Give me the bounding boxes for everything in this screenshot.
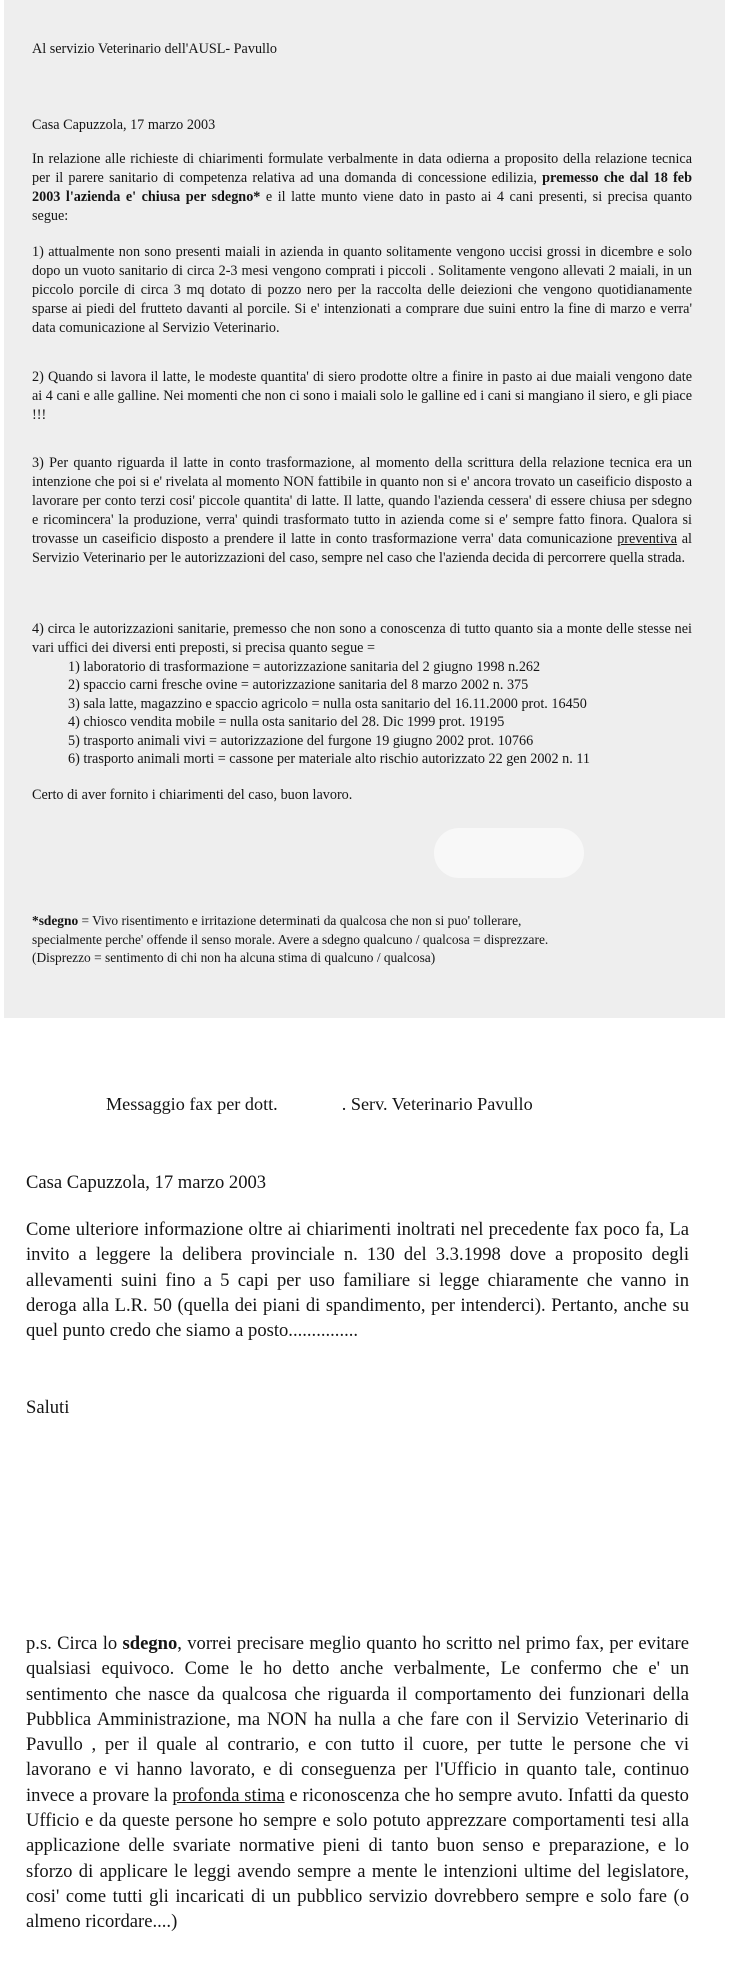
fax-title-start: Messaggio fax per dott.	[106, 1094, 278, 1114]
footnote-line-1	[32, 912, 712, 931]
closing-line: Certo di aver fornito i chiarimenti del caso, buon lavoro.	[32, 787, 353, 803]
fax-title-end: . Serv. Veterinario Pavullo	[341, 1094, 533, 1114]
postscript-text-start: p.s. Circa lo	[26, 1633, 123, 1654]
footnote-line-2: specialmente perche' offende il senso morale. Avere a sdegno qualcuno / qualcosa = disprezzare.	[32, 931, 549, 947]
intro-paragraph	[32, 150, 692, 226]
fax-greeting: Saluti	[26, 1397, 70, 1418]
list-item: 3) sala latte, magazzino e spaccio agricolo = nulla osta sanitario del 16.11.2000 prot. 16450	[68, 695, 587, 712]
redacted-signature-area	[434, 828, 584, 878]
postscript-underlined-phrase: profonda stima	[172, 1784, 285, 1806]
point-1-paragraph: 1) attualmente non sono presenti maiali in azienda in quanto solitamente vengono uccisi grossi in dicembre e solo dopo un vuoto sanitario di circa 2-3 mesi vengono comprati i piccoli . Solitamente vengono allevati 2 maiali, in un piccolo porcile di circa 3 mq dotato di pozzo nero per la raccolta delle deiezioni che vengono quotidianamente sparse ai piedi del frutteto davanti al porcile. Si e' intenzionati a comprare due suini entro la fine di marzo e verra' data comunicazione al Servizio Veterinario.	[32, 244, 692, 336]
point-3-text-end: al Servizio Veterinario per le autorizzazioni del caso, sempre nel caso che l'azienda decida di percorrere quella strada.	[32, 531, 693, 566]
point-3-text-start: 3) Per quanto riguarda il latte in conto trasformazione, al momento della scrittura della relazione tecnica era un intenzione che poi si e' rivelata al momento NON fattibile in quanto non si e' ancora trovato un caseificio disposto a lavorare per conto terzi cosi' piccole quantita' di latte. Il latte, quando l'azienda cessera' di essere chiusa per sdegno e ricomincera' la produzione, verra' quindi trasformato tutto in azienda come si e' sempre fatto finora. Qualora si trovasse un caseificio disposto a prendere il latte in conto trasformazione verra' data comunicazione	[32, 455, 692, 547]
footnote-term: *sdegno	[32, 913, 79, 928]
intro-text-start: In relazione alle richieste di chiarimenti formulate verbalmente in data odierna a proposito della relazione tecnica per il parere sanitario di competenza relativa ad una domanda di concessione edilizia,	[32, 151, 692, 186]
intro-text-end: e il latte munto viene dato in pasto ai 4 cani presenti, si precisa quanto segue:	[32, 189, 692, 224]
list-item: 5) trasporto animali vivi = autorizzazione del furgone 19 giugno 2002 prot. 10766	[68, 732, 534, 749]
point-2-paragraph: 2) Quando si lavora il latte, le modeste quantita' di siero prodotte oltre a finire in pasto ai due maiali vengono date ai 4 cani e alle galline. Nei momenti che non ci sono i maiali solo le galline ed i cani si mangiano il siero, e gli piace !!!	[32, 369, 692, 423]
recipient-line: Al servizio Veterinario dell'AUSL- Pavullo	[32, 41, 278, 57]
postscript-bold-word: sdegno	[122, 1633, 178, 1654]
list-item: 2) spaccio carni fresche ovine = autorizzazione sanitaria del 8 marzo 2002 n. 375	[68, 677, 529, 694]
footnote-definition: = Vivo risentimento e irritazione determinati da qualcosa che non si puo' tollerare,	[78, 913, 522, 928]
point-3-paragraph	[32, 454, 692, 568]
postscript-paragraph	[26, 1631, 689, 1935]
footnote	[32, 912, 712, 968]
letter-date: Casa Capuzzola, 17 marzo 2003	[32, 117, 216, 133]
list-item: 4) chiosco vendita mobile = nulla osta sanitario del 28. Dic 1999 prot. 19195	[68, 714, 505, 731]
point-4-paragraph: 4) circa le autorizzazioni sanitarie, premesso che non sono a conoscenza di tutto quanto sia a monte delle stesse nei vari uffici dei diversi enti preposti, si precisa quanto segue =	[32, 621, 692, 656]
letter-page-2	[0, 1052, 730, 1964]
fax-date: Casa Capuzzola, 17 marzo 2003	[26, 1172, 267, 1193]
letter-page-1	[4, 0, 725, 1018]
authorizations-list	[68, 658, 688, 768]
list-item: 6) trasporto animali morti = cassone per materiale alto rischio autorizzato 22 gen 2002 n. 11	[68, 751, 591, 768]
footnote-line-3: (Disprezzo = sentimento di chi non ha alcuna stima di qualcuno / qualcosa)	[32, 950, 436, 965]
postscript-text-middle: , vorrei precisare meglio quanto ho scritto nel primo fax, per evitare qualsiasi equivoco. Come le ho detto anche verbalmente, Le confermo che e' un sentimento che nasce da qualcosa che riguarda il comportamento dei funzionari della Pubblica Amministrazione, ma NON ha nulla a che fare con il Servizio Veterinario di Pavullo , per il quale al contrario, e con tutto il cuore, per tutte le persone che vi lavorano e vi hanno lavorato, e di conseguenza per l'Ufficio in quanto tale, continuo invece a provare la	[26, 1633, 689, 1806]
point-3-underlined-word: preventiva	[617, 531, 678, 547]
postscript-text-end: e riconoscenza che ho sempre avuto. Infatti da questo Ufficio e da queste persone ho sempre e solo potuto apprezzare comportamenti tesi alla applicazione delle svariate normative pieni di tanto buon senso e preparazione, e lo sforzo di applicare le leggi avendo sempre a mente le intenzioni ultime del legislatore, cosi' come tutti gli incaricati di un pubblico servizio dovrebbero sempre e solo fare (o almeno ricordare....)	[26, 1784, 689, 1933]
fax-body-paragraph: Come ulteriore informazione oltre ai chiarimenti inoltrati nel precedente fax poco fa, La invito a leggere la delibera provinciale n. 130 del 3.3.1998 dove a proposito degli allevamenti suini fino a 5 capi per uso familiare si legge chiaramente che vanno in deroga alla L.R. 50 (quella dei piani di spandimento, per intenderci). Pertanto, anche su quel punto credo che siamo a posto...............	[26, 1219, 689, 1342]
fax-title	[106, 1092, 706, 1117]
intro-bold-statement: premesso che dal 18 feb 2003 l'azienda e' chiusa per sdegno*	[32, 170, 692, 205]
list-item: 1) laboratorio di trasformazione = autorizzazione sanitaria del 2 giugno 1998 n.262	[68, 659, 541, 675]
